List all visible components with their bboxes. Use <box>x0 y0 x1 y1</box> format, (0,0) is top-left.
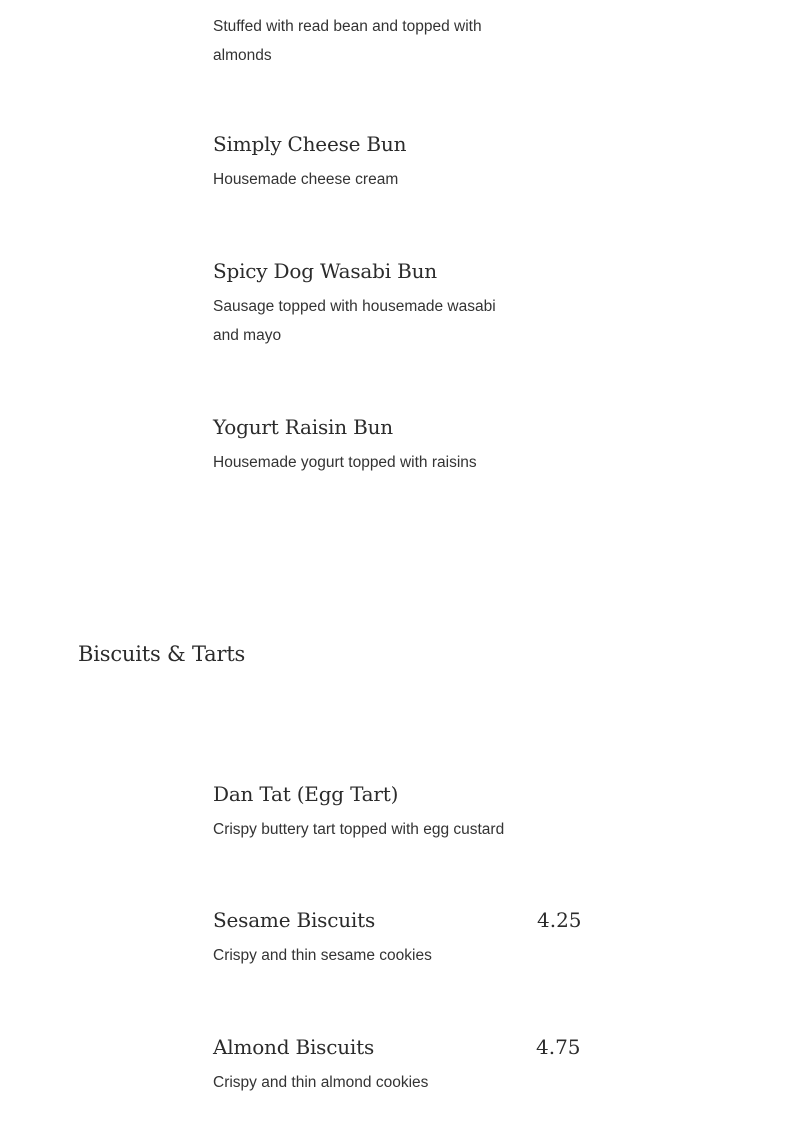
menu-item-description: Crispy and thin almond cookies <box>213 1074 429 1091</box>
menu-item-price: 4.75 <box>536 1035 581 1059</box>
menu-item-description: Sausage topped with housemade wasabi and mayo <box>213 298 496 344</box>
menu-item-description: Stuffed with read bean and topped with almonds <box>213 18 482 64</box>
menu-item-name: Sesame Biscuits <box>213 908 376 932</box>
menu-item-simply-cheese-bun <box>213 131 583 194</box>
menu-item-description: Crispy buttery tart topped with egg custard <box>213 821 505 838</box>
menu-item-name: Almond Biscuits <box>213 1035 375 1059</box>
menu-item-description: Housemade cheese cream <box>213 171 399 188</box>
menu-item-name: Dan Tat (Egg Tart) <box>213 782 399 806</box>
menu-item-name: Yogurt Raisin Bun <box>213 415 393 439</box>
menu-item-almond-biscuits <box>213 1034 583 1097</box>
section-title-biscuits-tarts: Biscuits & Tarts <box>78 642 246 666</box>
menu-item-description: Crispy and thin sesame cookies <box>213 947 432 964</box>
menu-item-name: Simply Cheese Bun <box>213 132 407 156</box>
menu-item-description: Housemade yogurt topped with raisins <box>213 454 477 471</box>
menu-item-dan-tat <box>213 781 583 844</box>
menu-item-top <box>213 12 583 70</box>
menu-item-spicy-dog-wasabi-bun <box>213 258 583 350</box>
menu-item-sesame-biscuits <box>213 907 583 970</box>
menu-item-yogurt-raisin-bun <box>213 414 583 477</box>
menu-item-name: Spicy Dog Wasabi Bun <box>213 259 437 283</box>
menu-item-price: 4.25 <box>537 908 582 932</box>
